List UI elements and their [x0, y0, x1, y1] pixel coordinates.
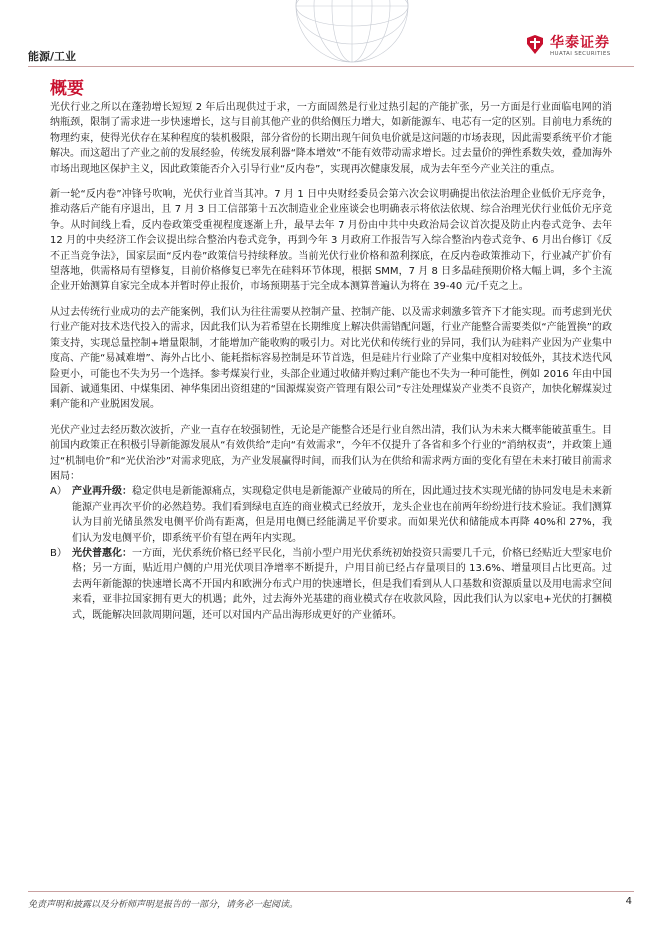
- paragraph-4: 光伏产业过去经历数次波折，产业一直存在较强韧性，无论是产能整合还是行业自然出清，我们认为未来大概率能破茧重生。目前国内政策正在积极引导新能源发展从“有效供给”走向“有效需求”，今年不仅提升了各省和多个行业的“消纳权责”，并政策上通过“机制电价”和“光伏治沙”对需求兜底，为产业发展赢得时间，而我们认为在供给和需求两方面的变化有望在未来打破目前需求困局：: [50, 424, 612, 482]
- logo-english-name: HUATAI SECURITIES: [550, 51, 611, 57]
- list-item-title: 产业再升级：: [72, 486, 132, 498]
- paragraph-2: 新一轮“反内卷”冲锋号吹响，光伏行业首当其冲。7 月 1 日中央财经委员会第六次会议明确提出依法治理企业低价无序竞争，推动落后产能有序退出，且 7 月 3 日工信部第十五次制造业企业座谈会也明确表示将依法依规、综合治理光伏行业低价无序竞争。从时间线上看，反内卷政策受重视程度逐渐上升，最早去年 7 月份由中共中央政治局会议首次提及防止内卷式竞争、去年 12 月的中央经济工作会议提出综合整治内卷式竞争，再到今年 3 月政府工作报告写入综合整治内卷式竞争、6 月出台修订《反不正当竞争法》，国家层面“反内卷”政策信号持续释放。当前光伏行业价格和盈利探底，在反内卷政策推动下，行业减产扩价有望落地，供需格局有望修复，目前价格修复已率先在硅料环节体现，根据 SMM，7 月 8 日多晶硅预期价格大幅上调，多个主流企业开始测算自家完全成本并暂时停止报价，市场预期基于完全成本测算普遍认为将在 39-40 元/千克之上。: [50, 189, 612, 293]
- list-item-b: [50, 546, 612, 623]
- header-globe-graphic: [262, 0, 442, 66]
- footer-divider: [28, 891, 634, 892]
- list-item-a: [50, 484, 612, 546]
- huatai-logo-mark-icon: [524, 34, 546, 56]
- logo-chinese-name: 华泰证券: [550, 35, 610, 51]
- list-item-label: A）: [50, 486, 67, 498]
- page-number: 4: [625, 896, 632, 907]
- header-divider: [28, 66, 634, 67]
- list-item-text: 一方面，光伏系统价格已经平民化，当前小型户用光伏系统初始投资只需要几千元，价格已经贴近大型家电价格；另一方面，贴近用户侧的户用光伏项目净增率不断提升，户用目前已经占存量项目的 13.6%、增量项目占比更高。过去两年新能源的快速增长离不开国内和欧洲分布式户用的快速增长，但是我们看到从人口基数和资源质量以及用电需求空间来看，亚非拉国家拥有更大的机遇；此外，过去海外光基建的商业模式存在收款风险，因此我们认为以家电+光伏的打捆模式，既能解决回款周期问题，还可以对国内产品出海形成更好的产业循环。: [72, 547, 612, 621]
- main-content: [50, 100, 612, 623]
- list-item-label: B）: [50, 547, 67, 559]
- paragraph-3: 从过去传统行业成功的去产能案例，我们认为往往需要从控制产量、控制产能、以及需求刺激多管齐下才能实现。而考虑到光伏行业产能对技术迭代投入的需求，因此我们认为若希望在长期维度上解决供需错配问题，行业产能整合需要类似“产能置换”的政策支持，实现总量控制+增量限制，才能增加产能收购的吸引力。对比光伏和传统行业的异同，我们认为硅料产业因为产业集中度高、产能“易减难增”、海外占比小、能耗指标容易控制是环节首选，但是硅片行业除了产业集中度相对较低外，其技术迭代风险更小，可能也不失为另一个选择。参考煤炭行业，头部企业通过收储并购过剩产能也不失为一种可能性，例如 2016 年由中国国新、诚通集团、中煤集团、神华集团出资组建的“国源煤炭资产管理有限公司”专注处理煤炭产业类不良资产，加快化解煤炭过剩产能和产业脱困发展。: [50, 306, 612, 411]
- list-item-body: [72, 546, 612, 623]
- paragraph-1: 光伏行业之所以在蓬勃增长短短 2 年后出现供过于求，一方面固然是行业过热引起的产能扩张，另一方面是行业面临电网的消纳瓶颈，限制了需求进一步快速增长，这与目前其他产业的供给侧压力增大，如新能源车、电芯有一定的区别。目前电力系统的物理约束，使得光伏存在某种程度的装机极限，部分省份的长期出现午间负电价就是这问题的市场表现，因此需要系统平价才能解决。而这超出了产业之前的发展经验，传统发展利器“降本增效”不能有效带动需求增长。过去量价的弹性系数失效，叠加海外市场出现地区保护主义，因此政策能否介入引导行业“反内卷”，实现再次健康发展，成为去年至今产业关注的重点。: [50, 102, 612, 175]
- footer-disclaimer: 免责声明和披露以及分析师声明是报告的一部分，请务必一起阅读。: [28, 900, 299, 910]
- huatai-logo: [524, 32, 644, 66]
- header-sector-tag: 能源/工业: [28, 50, 77, 63]
- list-item-text: 稳定供电是新能源痛点，实现稳定供电是新能源产业破局的所在，因此通过技术实现光储的协同发电是未来新能源产业再次平价的必然趋势。我们看到绿电直连的商业模式已经放开，龙头企业也在前两年纷纷进行技术验证。我们测算认为目前光储虽然发电侧平价尚有距离，但是用电侧已经能满足平价要求。而如果光伏和储能成本再降 40%和 27%，我们认为发电侧平价，即系统平价有望在两年内实现。: [72, 486, 612, 544]
- section-title: 概要: [50, 79, 84, 99]
- list-item-title: 光伏普惠化：: [72, 547, 132, 559]
- list-item-body: [72, 484, 612, 546]
